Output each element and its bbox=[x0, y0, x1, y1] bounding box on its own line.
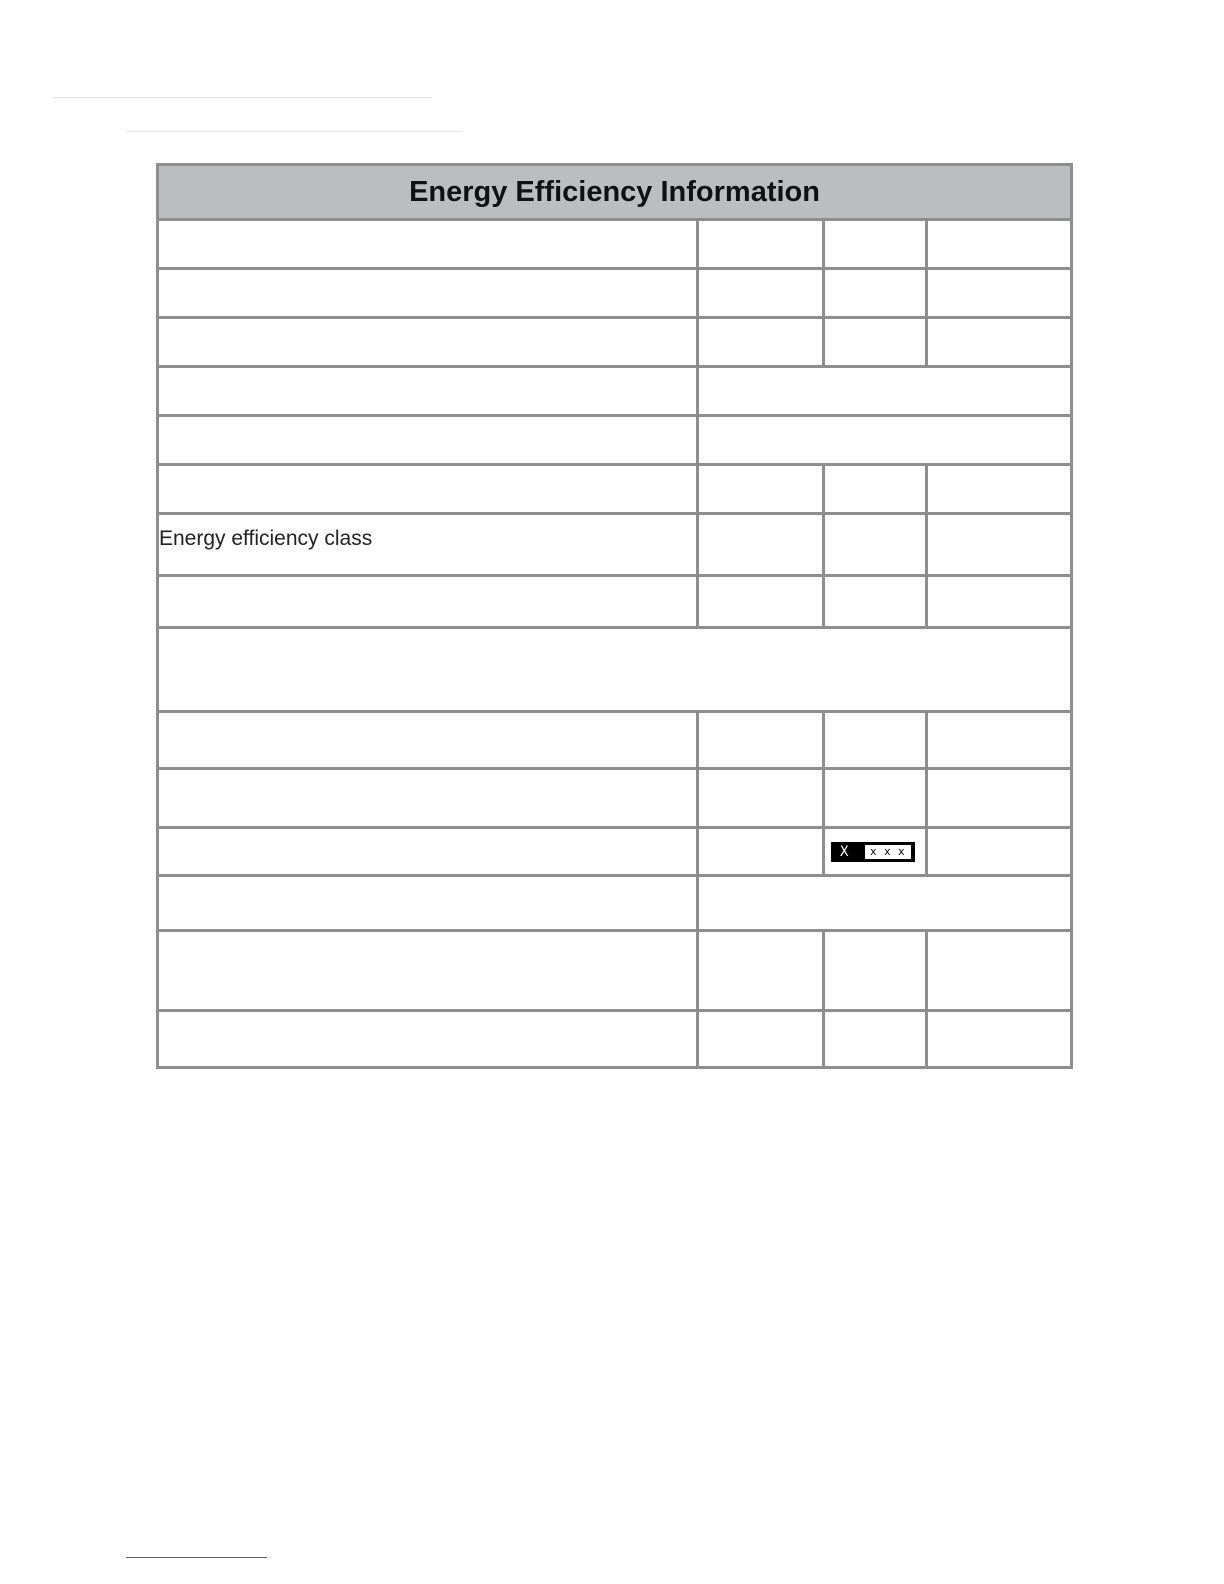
value-cell bbox=[698, 318, 824, 367]
value-cell bbox=[927, 269, 1072, 318]
energy-efficiency-table bbox=[156, 163, 1073, 1069]
row-label bbox=[158, 220, 698, 269]
value-cell bbox=[698, 1011, 824, 1068]
table-row bbox=[158, 712, 1072, 769]
value-cell bbox=[824, 712, 927, 769]
table-row bbox=[158, 828, 1072, 876]
energy-efficiency-class-label: Energy efficiency class bbox=[158, 514, 698, 576]
subheader-rule bbox=[126, 131, 462, 132]
value-cell bbox=[824, 220, 927, 269]
value-cell bbox=[698, 269, 824, 318]
table-row bbox=[158, 367, 1072, 416]
table-row bbox=[158, 514, 1072, 576]
value-cell bbox=[824, 576, 927, 628]
table-row bbox=[158, 318, 1072, 367]
merged-value-cell bbox=[698, 416, 1072, 465]
value-cell bbox=[698, 220, 824, 269]
value-cell bbox=[927, 931, 1072, 1011]
value-cell bbox=[698, 828, 824, 876]
value-cell bbox=[824, 769, 927, 828]
value-cell bbox=[927, 576, 1072, 628]
value-cell bbox=[927, 514, 1072, 576]
full-width-cell bbox=[158, 628, 1072, 712]
table-row bbox=[158, 769, 1072, 828]
table-row bbox=[158, 931, 1072, 1011]
value-cell bbox=[698, 576, 824, 628]
table-row bbox=[158, 416, 1072, 465]
row-label bbox=[158, 876, 698, 931]
row-label bbox=[158, 828, 698, 876]
merged-value-cell bbox=[698, 876, 1072, 931]
row-label bbox=[158, 931, 698, 1011]
value-cell bbox=[927, 318, 1072, 367]
value-cell bbox=[927, 769, 1072, 828]
badge-marks-box bbox=[865, 845, 911, 859]
row-label bbox=[158, 269, 698, 318]
table-row bbox=[158, 876, 1072, 931]
row-label bbox=[158, 769, 698, 828]
row-label bbox=[158, 1011, 698, 1068]
row-label bbox=[158, 367, 698, 416]
value-cell bbox=[824, 514, 927, 576]
badge-main-glyph: X bbox=[840, 843, 849, 860]
row-label bbox=[158, 465, 698, 514]
table-row bbox=[158, 220, 1072, 269]
footnote-rule bbox=[126, 1557, 267, 1558]
value-cell bbox=[824, 931, 927, 1011]
value-cell bbox=[698, 465, 824, 514]
value-cell bbox=[927, 220, 1072, 269]
value-cell bbox=[927, 465, 1072, 514]
table-row bbox=[158, 465, 1072, 514]
value-cell bbox=[824, 465, 927, 514]
merged-value-cell bbox=[698, 367, 1072, 416]
badge-mark: x bbox=[898, 844, 905, 858]
table-row bbox=[158, 576, 1072, 628]
value-cell bbox=[927, 828, 1072, 876]
badge-mark: x bbox=[870, 844, 877, 858]
value-cell bbox=[698, 931, 824, 1011]
table-title: Energy Efficiency Information bbox=[158, 165, 1072, 220]
table-row bbox=[158, 1011, 1072, 1068]
badge-mark: x bbox=[884, 844, 891, 858]
value-cell bbox=[824, 269, 927, 318]
value-cell bbox=[698, 712, 824, 769]
row-label bbox=[158, 712, 698, 769]
table-header-row bbox=[158, 165, 1072, 220]
value-cell bbox=[824, 828, 927, 876]
header-rule bbox=[52, 97, 432, 98]
row-label bbox=[158, 576, 698, 628]
value-cell bbox=[824, 318, 927, 367]
value-cell bbox=[698, 769, 824, 828]
value-cell bbox=[824, 1011, 927, 1068]
table-row bbox=[158, 628, 1072, 712]
value-cell bbox=[927, 712, 1072, 769]
table-row bbox=[158, 269, 1072, 318]
row-label bbox=[158, 318, 698, 367]
value-cell bbox=[698, 514, 824, 576]
value-cell bbox=[927, 1011, 1072, 1068]
redacted-mark-icon bbox=[831, 842, 915, 862]
row-label bbox=[158, 416, 698, 465]
